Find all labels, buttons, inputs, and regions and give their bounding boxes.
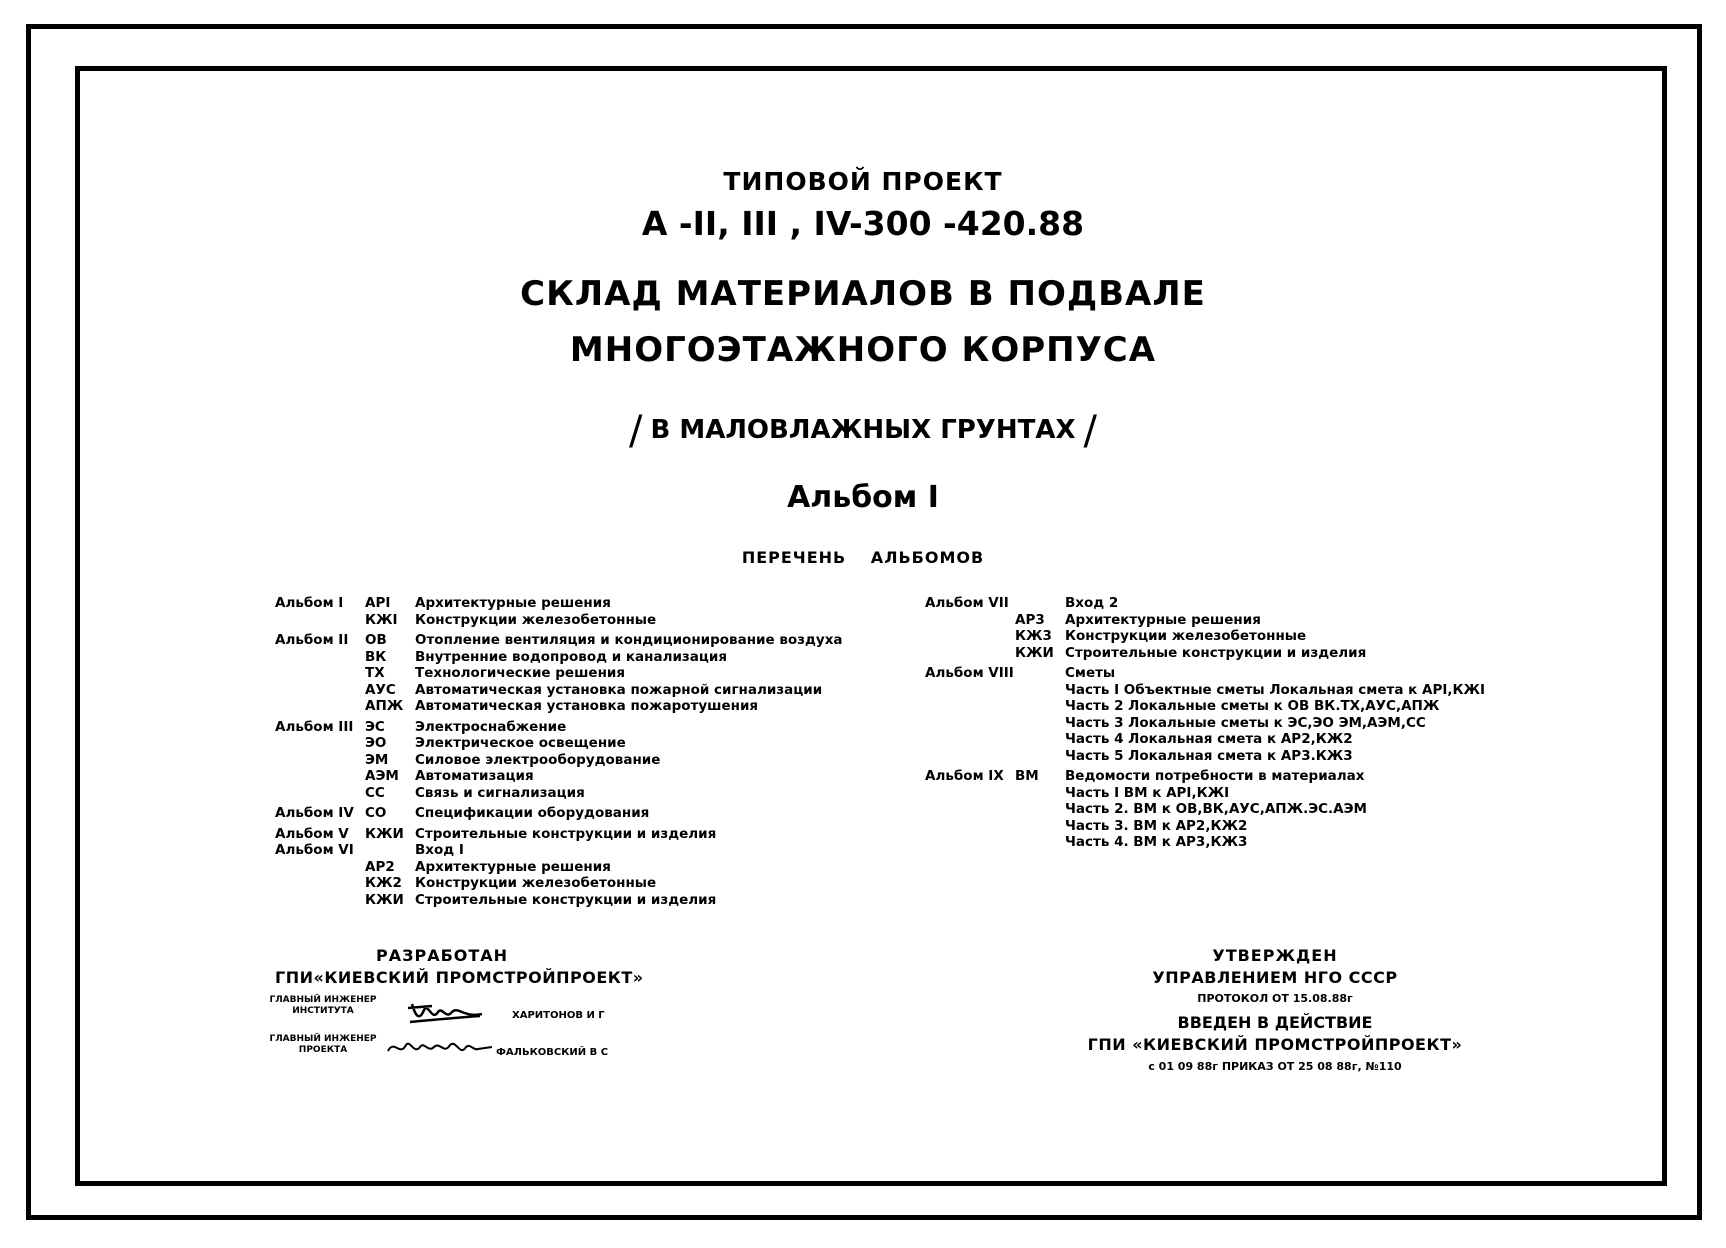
section-description: Часть 2. ВМ к ОВ,ВК,АУС,АПЖ.ЭС.АЭМ (1065, 801, 1367, 817)
album-label: Альбом VIII (925, 665, 1014, 681)
subtitle-text: В МАЛОВЛАЖНЫХ ГРУНТАХ (650, 415, 1076, 445)
section-description: Архитектурные решения (415, 858, 611, 875)
title-line-1: СКЛАД МАТЕРИАЛОВ В ПОДВАЛЕ (520, 274, 1206, 314)
section-description: Конструкции железобетонные (415, 611, 657, 628)
section-code: СО (365, 805, 387, 821)
approval-by: УПРАВЛЕНИЕМ НГО СССР (1152, 968, 1398, 987)
albums-list-title: ПЕРЕЧЕНЬ АЛЬБОМОВ (741, 548, 985, 567)
section-description: Автоматическая установка пожаротушения (415, 698, 759, 714)
section-code: АПЖ (365, 698, 404, 714)
title-line-2: МНОГОЭТАЖНОГО КОРПУСА (569, 330, 1157, 370)
chief-engineer-institute-role: ГЛАВНЫЙ ИНЖЕНЕР ИНСТИТУТА (269, 995, 377, 1016)
section-description: Вход 2 (1065, 595, 1119, 611)
section-description: Вход I (415, 842, 464, 858)
section-description: Технологические решения (415, 665, 626, 681)
album-label: Альбом I (275, 595, 344, 611)
section-description: Часть 5 Локальная смета к АР3.КЖ3 (1065, 747, 1353, 764)
section-code: КЖ2 (365, 875, 402, 891)
section-code: КЖИ (365, 891, 404, 908)
approval-protocol: ПРОТОКОЛ ОТ 15.08.88г (1197, 992, 1353, 1005)
enacted-order: с 01 09 88г ПРИКАЗ ОТ 25 08 88г, №110 (1148, 1060, 1402, 1073)
section-description: Сметы (1065, 665, 1116, 681)
section-description: Автоматическая установка пожарной сигнализации (415, 681, 823, 698)
section-code: ЭМ (365, 751, 389, 768)
section-description: Часть 4. ВМ к АР3,КЖ3 (1065, 834, 1248, 850)
section-code: АР2 (365, 858, 395, 875)
section-code: АУС (365, 681, 396, 698)
approval-title: УТВЕРЖДЕН (1212, 946, 1338, 965)
album-label: Альбом III (275, 718, 354, 735)
section-description: Конструкции железобетонные (415, 875, 657, 891)
section-description: Автоматизация (415, 768, 534, 784)
album-label: Альбом VII (925, 595, 1009, 611)
section-description: Архитектурные решения (1065, 611, 1261, 628)
album-number: Альбом I (787, 480, 939, 515)
section-code: ЭО (365, 735, 387, 751)
section-code: СС (365, 784, 385, 801)
project-code: А -II, III , IV-300 -420.88 (641, 204, 1085, 243)
project-type: ТИПОВОЙ ПРОЕКТ (723, 167, 1003, 196)
slash-close: / (1083, 408, 1098, 454)
section-description: Строительные конструкции и изделия (1065, 644, 1367, 661)
section-code: АРI (365, 595, 391, 611)
section-description: Часть 3 Локальные сметы к ЭС,ЭО ЭМ,АЭМ,СС (1065, 714, 1426, 731)
section-code: КЖИ (1015, 644, 1054, 661)
section-description: Строительные конструкции и изделия (415, 825, 717, 842)
section-description: Строительные конструкции и изделия (415, 891, 717, 908)
section-description: Часть I Объектные сметы Локальная смета к АРI,КЖI (1065, 681, 1486, 698)
section-code: КЖI (365, 611, 398, 628)
section-description: Спецификации оборудования (415, 805, 650, 821)
section-code: ЭС (365, 718, 385, 735)
section-code: ВМ (1015, 768, 1039, 784)
chief-engineer-institute-name: ХАРИТОНОВ И Г (512, 1010, 605, 1021)
section-code: КЖ3 (1015, 628, 1052, 644)
section-description: Внутренние водопровод и канализация (415, 648, 728, 665)
developer-org: ГПИ«КИЕВСКИЙ ПРОМСТРОЙПРОЕКТ» (275, 968, 644, 987)
section-description: Электроснабжение (415, 718, 567, 735)
section-description: Ведомости потребности в материалах (1065, 768, 1365, 784)
section-description: Отопление вентиляция и кондиционирование воздуха (415, 632, 843, 648)
signature-1-icon (402, 1000, 486, 1026)
signature-2-icon (384, 1035, 496, 1061)
section-description: Часть 2 Локальные сметы к ОВ ВК.ТХ,АУС,АПЖ (1065, 698, 1440, 714)
enacted-title: ВВЕДЕН В ДЕЙСТВИЕ (1177, 1013, 1373, 1032)
section-description: Часть 4 Локальная смета к АР2,КЖ2 (1065, 731, 1353, 747)
section-description: Часть 3. ВМ к АР2,КЖ2 (1065, 817, 1248, 834)
section-description: Конструкции железобетонные (1065, 628, 1307, 644)
section-description: Силовое электрооборудование (415, 751, 661, 768)
section-code: АЭМ (365, 768, 399, 784)
chief-engineer-project-name: ФАЛЬКОВСКИЙ В С (496, 1047, 609, 1058)
section-code: АР3 (1015, 611, 1045, 628)
section-code: ТХ (365, 665, 385, 681)
section-description: Связь и сигнализация (415, 784, 585, 801)
section-description: Часть I ВМ к АРI,КЖI (1065, 784, 1230, 801)
developer-title: РАЗРАБОТАН (376, 946, 509, 965)
album-label: Альбом IV (275, 805, 354, 821)
section-description: Электрическое освещение (415, 735, 626, 751)
album-label: Альбом II (275, 632, 349, 648)
section-code: КЖИ (365, 825, 404, 842)
album-label: Альбом VI (275, 842, 354, 858)
slash-open: / (628, 408, 643, 454)
section-description: Архитектурные решения (415, 595, 611, 611)
section-code: ВК (365, 648, 387, 665)
album-label: Альбом IX (925, 768, 1004, 784)
chief-engineer-project-role: ГЛАВНЫЙ ИНЖЕНЕР ПРОЕКТА (269, 1034, 377, 1055)
enacted-org: ГПИ «КИЕВСКИЙ ПРОМСТРОЙПРОЕКТ» (1087, 1035, 1463, 1054)
album-label: Альбом V (275, 825, 349, 842)
section-code: ОВ (365, 632, 387, 648)
subtitle (0, 408, 1726, 454)
